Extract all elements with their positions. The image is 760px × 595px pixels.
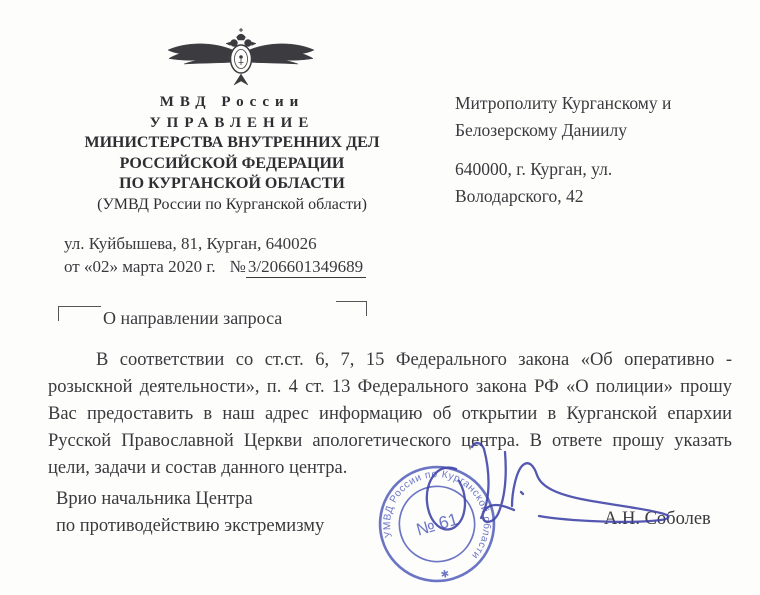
- org-title-upravlenie: УПРАВЛЕНИЕ: [149, 114, 315, 131]
- outgoing-number: 3/206601349689: [246, 257, 366, 278]
- handwritten-signature: [400, 428, 700, 578]
- recipient-line: Митрополиту Курганскому и: [455, 93, 672, 113]
- signer-title-line: Врио начальника Центра: [56, 489, 253, 509]
- mvd-eagle-emblem-icon: [166, 26, 316, 90]
- recipient-line: 640000, г. Курган, ул.: [455, 159, 613, 179]
- corner-mark-right: [336, 301, 367, 316]
- subject-line: О направлении запроса: [103, 308, 283, 328]
- org-name-short: МВД России: [159, 94, 305, 110]
- number-sign: №: [229, 257, 246, 276]
- recipient-block: [455, 90, 671, 210]
- letterhead-block: [28, 92, 436, 215]
- corner-mark-left: [58, 306, 101, 321]
- signer-title-line: по противодействию экстремизму: [56, 516, 325, 536]
- org-name-paren: (УМВД России по Курганской области): [97, 195, 367, 213]
- signer-name: А.Н. Соболев: [604, 509, 711, 529]
- body-paragraph: В соответствии со ст.ст. 6, 7, 15 Федерального закона «Об оперативно - розыскной деятельности», п. 4 ст. 13 Федерального закона РФ «О полиции» прошу Вас предоставить в наш адрес информацию об открытии в Курганской епархии Русской Православной Церкви апологетического центра. В ответе прошу указать цели, задачи и состав данного центра.: [48, 350, 732, 478]
- org-title-line3: РОССИЙСКОЙ ФЕДЕРАЦИИ: [119, 154, 345, 172]
- org-title-line2: МИНИСТЕРСТВА ВНУТРЕННИХ ДЕЛ: [84, 134, 380, 151]
- recipient-line: Белозерскому Даниилу: [455, 120, 628, 140]
- sender-street-address: ул. Куйбышева, 81, Курган, 640026: [64, 234, 317, 253]
- letter-date: от «02» марта 2020 г.: [64, 257, 216, 276]
- recipient-line: Володарского, 42: [455, 186, 584, 206]
- sender-address-block: [64, 232, 366, 278]
- stamp-center-number: № 61: [413, 508, 461, 540]
- stamp-ring-text: УМВД России по Курганской области: [382, 469, 492, 562]
- date-number-line: [64, 255, 366, 278]
- stamp-star-icon: ✱: [439, 566, 450, 579]
- signer-title-block: [56, 486, 324, 540]
- org-title-line4: ПО КУРГАНСКОЙ ОБЛАСТИ: [119, 175, 345, 192]
